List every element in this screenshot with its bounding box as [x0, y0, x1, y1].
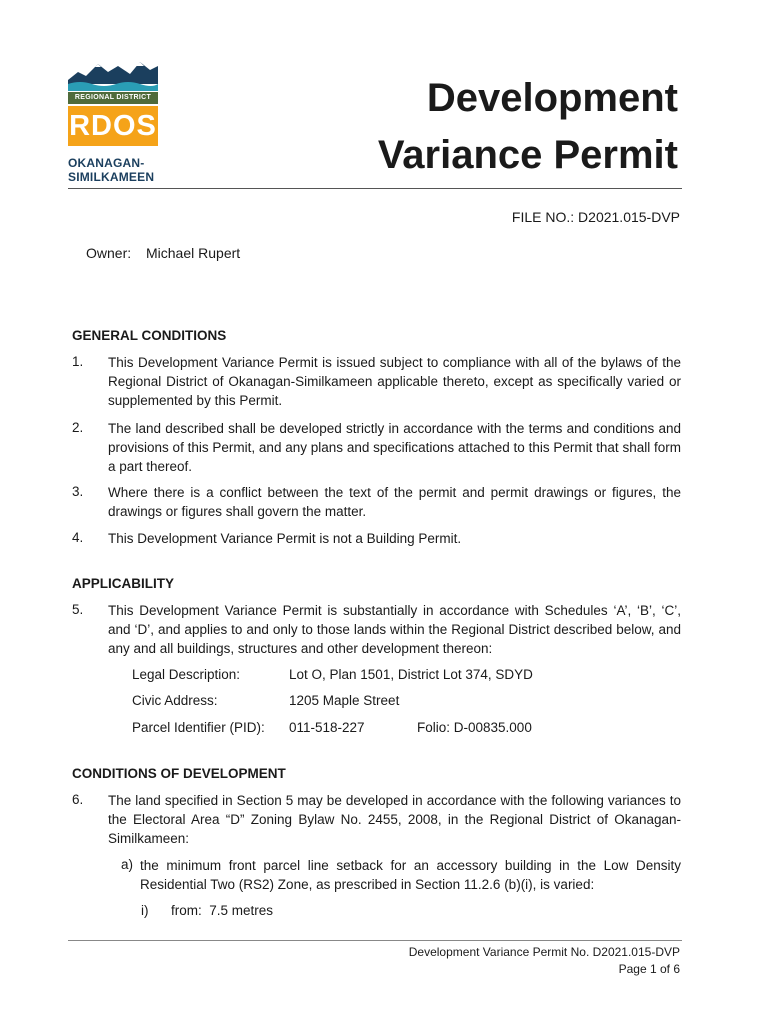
item-number: 3. — [72, 484, 84, 499]
file-number: FILE NO.: D2021.015-DVP — [511, 209, 680, 225]
item-number: 4. — [72, 530, 84, 545]
sub-item-i-text: from: 7.5 metres — [171, 903, 274, 918]
logo-name-line1: OKANAGAN- — [68, 156, 145, 170]
condition-text: The land described shall be developed strictly in accordance with the terms and conditions and provisions of this Permit, and any plans and specifications attached to this Permit that shall form a part thereof. — [108, 421, 681, 474]
pid-label: Parcel Identifier (PID): — [132, 720, 265, 735]
applicability-text: This Development Variance Permit is substantially in accordance with Schedules ‘A’, ‘B’, ‘C’, and ‘D’, and applies to and only to those lands within the Regional District described below, and any and all buildings, structures and other development thereon: — [108, 603, 681, 656]
condition-text: This Development Variance Permit is not a Building Permit. — [108, 531, 462, 546]
civic-address-value: 1205 Maple Street — [289, 693, 400, 708]
folio-value: Folio: D-00835.000 — [417, 720, 532, 735]
rdos-logo — [68, 58, 160, 186]
page-title — [378, 70, 678, 184]
legal-description-label: Legal Description: — [132, 667, 241, 682]
sub-item-a-text: the minimum front parcel line setback for an accessory building in the Low Density Residential Two (RS2) Zone, as prescribed in Section 11.2.6 (b)(i), is varied: — [140, 858, 681, 892]
condition-text: Where there is a conflict between the text of the permit and permit drawings or figures, the drawings or figures shall govern the matter. — [108, 485, 681, 519]
civic-address-label: Civic Address: — [132, 693, 218, 708]
title-line2: Variance Permit — [377, 133, 678, 177]
rdos-acronym: RDOS — [68, 106, 158, 146]
conditions-of-development-heading: CONDITIONS OF DEVELOPMENT — [72, 766, 286, 781]
footer-divider — [68, 940, 682, 941]
title-line1: Development — [426, 76, 678, 120]
sub-item-i-label: i) — [141, 903, 149, 918]
sub-item-a-label: a) — [121, 857, 134, 872]
item-number: 2. — [72, 420, 84, 435]
owner-value: Michael Rupert — [146, 245, 241, 261]
regional-district-label: REGIONAL DISTRICT — [68, 92, 158, 104]
mountain-lake-icon — [68, 58, 160, 92]
footer-page-number: Page 1 of 6 — [618, 962, 680, 976]
item-number: 6. — [72, 792, 84, 807]
general-conditions-heading: GENERAL CONDITIONS — [72, 328, 227, 343]
item-number: 1. — [72, 354, 84, 369]
legal-description-value: Lot O, Plan 1501, District Lot 374, SDYD — [289, 667, 533, 682]
header-divider — [68, 188, 682, 189]
logo-name-line2: SIMILKAMEEN — [68, 170, 155, 184]
item-number: 5. — [72, 602, 84, 617]
condition-text: This Development Variance Permit is issued subject to compliance with all of the bylaws of the Regional District of Okanagan-Similkameen applicable thereto, except as specifically varied or supplemented by this Permit. — [108, 355, 681, 408]
owner-label: Owner: — [86, 245, 132, 261]
development-text: The land specified in Section 5 may be developed in accordance with the following variances to the Electoral Area “D” Zoning Bylaw No. 2455, 2008, in the Regional District of Okanagan-Similkameen: — [108, 793, 681, 846]
applicability-heading: APPLICABILITY — [72, 576, 175, 591]
footer-permit-number: Development Variance Permit No. D2021.015-DVP — [408, 945, 680, 959]
pid-value: 011-518-227 — [289, 720, 365, 735]
